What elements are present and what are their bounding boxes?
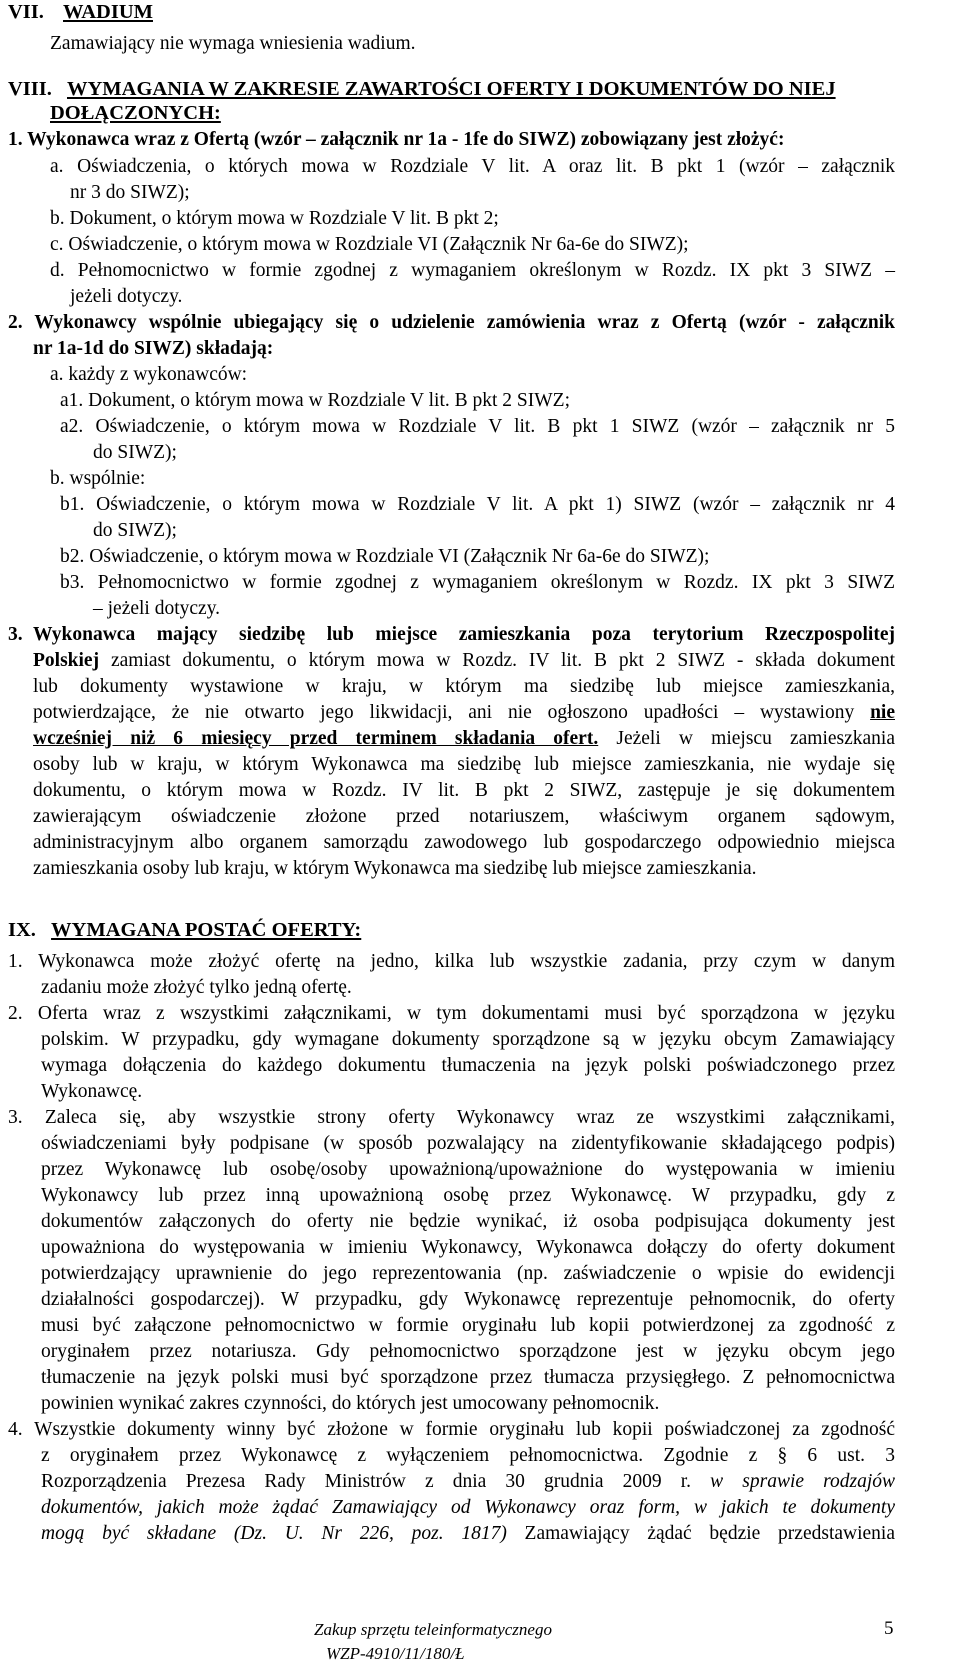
item-2b1: b1. Oświadczenie, o którym mowa w Rozdziale V lit. A pkt 1) SIWZ (wzór – załącznik nr 4 xyxy=(60,494,895,515)
item-2a1: a1. Dokument, o którym mowa w Rozdziale V lit. B pkt 2 SIWZ; xyxy=(60,390,571,411)
ix-item-3-cont: dokumentów załączonych do oferty nie będzie wynikać, iż osoba podpisująca dokumenty jest xyxy=(41,1211,895,1232)
underlined-phrase: nie xyxy=(870,702,895,723)
item-2a2: a2. Oświadczenie, o którym mowa w Rozdziale V lit. B pkt 1 SIWZ (wzór – załącznik nr 5 xyxy=(60,416,895,437)
wadium-text: Zamawiający nie wymaga wniesienia wadium. xyxy=(50,33,416,54)
italic-phrase: w sprawie rodzajów xyxy=(691,1471,896,1492)
section-title: WYMAGANIA W ZAKRESIE ZAWARTOŚCI OFERTY I DOKUMENTÓW DO NIEJ xyxy=(67,78,836,100)
item-3-line: dokumentu, o którym mowa w Rozdz. IV lit. B pkt 2 SIWZ, zastępuje je się dokumentem xyxy=(33,780,895,801)
item-2b2: b2. Oświadczenie, o którym mowa w Rozdziale VI (Załącznik Nr 6a-6e do SIWZ); xyxy=(60,546,710,567)
item-3-line xyxy=(33,701,895,725)
item-1d: d. Pełnomocnictwo w formie zgodnej z wymaganiem określonym w Rozdz. IX pkt 3 SIWZ – xyxy=(50,260,895,281)
item-2-heading-cont: nr 1a-1d do SIWZ) składają: xyxy=(33,338,274,359)
italic-phrase: mogą być składane (Dz. U. Nr 226, poz. 1817) xyxy=(41,1523,507,1544)
section-ix-heading xyxy=(8,918,361,942)
underlined-phrase: wcześniej niż 6 miesięcy przed terminem składania ofert. xyxy=(33,728,599,749)
ix-item-3-cont: powinien wynikać zakres czynności, do których jest umocowany pełnomocnik. xyxy=(41,1393,660,1414)
ix-item-3-cont: musi być załączone pełnomocnictwo w formie oryginału lub kopii potwierdzonej za zgodność z xyxy=(41,1315,895,1336)
bold-phrase: Polskiej xyxy=(33,650,100,671)
ix-item-3-cont: upoważniona do występowania w imieniu Wykonawcy, Wykonawca dołączy do oferty dokument xyxy=(41,1237,895,1258)
section-title: WYMAGANA POSTAĆ OFERTY: xyxy=(51,919,362,941)
ix-item-2-cont: Wykonawcę. xyxy=(41,1081,143,1102)
footer-title: Zakup sprzętu teleinformatycznego xyxy=(314,1620,552,1639)
page-number: 5 xyxy=(884,1618,894,1639)
item-1b: b. Dokument, o którym mowa w Rozdziale V lit. B pkt 2; xyxy=(50,208,499,229)
section-number: VII. xyxy=(8,1,44,23)
section-viii-heading xyxy=(8,77,836,101)
item-2b3: b3. Pełnomocnictwo w formie zgodnej z wymaganiem określonym w Rozdz. IX pkt 3 SIWZ xyxy=(60,572,895,593)
item-2b: b. wspólnie: xyxy=(50,468,146,489)
ix-item-3-cont: działalności gospodarczej). W przypadku, gdy Wykonawcę reprezentuje pełnomocnik, do oferty xyxy=(41,1289,895,1310)
ix-item-3-cont: oryginałem przez notariusza. Gdy pełnomocnictwo sporządzone jest w języku obcym jego xyxy=(41,1341,895,1362)
item-1a: a. Oświadczenia, o których mowa w Rozdziale V lit. A oraz lit. B pkt 1 (wzór – załącznik xyxy=(50,156,895,177)
ix-item-1: 1. Wykonawca może złożyć ofertę na jedno, kilka lub wszystkie zadania, przy czym w danym xyxy=(8,951,895,972)
ix-item-1-cont: zadaniu może złożyć tylko jedną ofertę. xyxy=(41,977,352,998)
item-3-line xyxy=(33,649,895,673)
ix-item-2-cont: wymaga dołączenia do każdego dokumentu tłumaczenia na język polski poświadczonego przez xyxy=(41,1055,895,1076)
item-3-line: zamieszkania osoby lub kraju, w którym Wykonawca ma siedzibę lub miejsce zamieszkania. xyxy=(33,858,757,879)
ix-item-4: 4. Wszystkie dokumenty winny być złożone w formie oryginału lub kopii poświadczonej za zgodność xyxy=(8,1419,895,1440)
item-1a-cont: nr 3 do SIWZ); xyxy=(70,182,190,203)
ix-item-4-cont: dokumentów, jakich może żądać Zamawiający od Wykonawcy oraz form, w jakich te dokumenty xyxy=(41,1497,895,1518)
item-2a2-cont: do SIWZ); xyxy=(93,442,177,463)
section-number: IX. xyxy=(8,919,36,941)
ix-item-2-cont: polskim. W przypadku, gdy wymagane dokumenty sporządzone są w języku obcym Zamawiający xyxy=(41,1029,895,1050)
item-1d-cont: jeżeli dotyczy. xyxy=(70,286,183,307)
section-title-cont: DOŁĄCZONYCH: xyxy=(50,102,221,124)
ix-item-3-cont: Wykonawcy lub przez inną upoważnioną osobę przez Wykonawcę. W przypadku, gdy z xyxy=(41,1185,895,1206)
item-2a: a. każdy z wykonawców: xyxy=(50,364,248,385)
item-3-line: zawierającym oświadczenie złożone przed notariuszem, właściwym organem sądowym, xyxy=(33,806,895,827)
item-1-heading: 1. Wykonawca wraz z Ofertą (wzór – załącznik nr 1a - 1fe do SIWZ) zobowiązany jest złożyć: xyxy=(8,129,785,150)
item-3-line xyxy=(33,727,895,751)
text-run: 2. Oferta wraz z wszystkimi załącznikami, w tym dokumentami musi być sporządzona w języku xyxy=(8,1003,895,1024)
ix-item-3: 3. Zaleca się, aby wszystkie strony oferty Wykonawcy wraz ze wszystkimi załącznikami, xyxy=(8,1107,895,1128)
section-vii-heading xyxy=(8,0,153,24)
item-3-line: osoby lub w kraju, w którym Wykonawca ma siedzibę lub miejsce zamieszkania, nie wydaje się xyxy=(33,754,895,775)
footer-ref: WZP-4910/11/180/Ł xyxy=(326,1644,465,1663)
section-number: VIII. xyxy=(8,78,52,100)
item-3-line: administracyjnym albo organem samorządu zawodowego lub gospodarczego odpowiednio miejsca xyxy=(33,832,895,853)
item-2b1-cont: do SIWZ); xyxy=(93,520,177,541)
ix-item-3-cont: przez Wykonawcę lub osobę/osoby upoważnioną/upoważnione do występowania w imieniu xyxy=(41,1159,895,1180)
ix-item-3-cont: potwierdzający uprawnienie do jego reprezentowania (np. zaświadczenie o wpisie do ewidencji xyxy=(41,1263,895,1284)
ix-item-3-cont: oświadczeniami były podpisane (w sposób pozwalający na zidentyfikowanie składającego podpis) xyxy=(41,1133,895,1154)
item-2b3-cont: – jeżeli dotyczy. xyxy=(93,598,221,619)
text-run: Jeżeli w miejscu zamieszkania xyxy=(598,728,896,749)
item-3-line: lub dokumenty wystawione w kraju, w którym ma siedzibę lub miejsce zamieszkania, xyxy=(33,676,895,697)
ix-item-2 xyxy=(8,1002,895,1026)
ix-item-4-cont: z oryginałem przez Wykonawcę z wyłączeniem pełnomocnictwa. Zgodnie z § 6 ust. 3 xyxy=(41,1445,895,1466)
item-3-number: 3. xyxy=(8,624,23,645)
text-run: zamiast dokumentu, o którym mowa w Rozdz. IV lit. B pkt 2 SIWZ - składa dokument xyxy=(99,650,895,671)
section-title: WADIUM xyxy=(63,1,153,23)
item-3-line: Wykonawca mający siedzibę lub miejsce zamieszkania poza terytorium Rzeczpospolitej xyxy=(33,624,895,645)
ix-item-4-cont xyxy=(41,1522,895,1546)
ix-item-3-cont: tłumaczenie na język polski musi być sporządzone przez tłumacza przysięgłego. Z pełnomocnictwa xyxy=(41,1367,895,1388)
text-run: Rozporządzenia Prezesa Rady Ministrów z dnia 30 grudnia 2009 r. xyxy=(41,1471,692,1492)
text-run: potwierdzające, że nie otwarto jego likwidacji, ani nie ogłoszono upadłości – wystawiony xyxy=(33,702,871,723)
text-run: Zamawiający żądać będzie przedstawienia xyxy=(506,1523,895,1544)
ix-item-4-cont xyxy=(41,1470,895,1494)
item-2-heading: 2. Wykonawcy wspólnie ubiegający się o udzielenie zamówienia wraz z Ofertą (wzór - załącznik xyxy=(8,312,895,333)
item-1c: c. Oświadczenie, o którym mowa w Rozdziale VI (Załącznik Nr 6a-6e do SIWZ); xyxy=(50,234,689,255)
